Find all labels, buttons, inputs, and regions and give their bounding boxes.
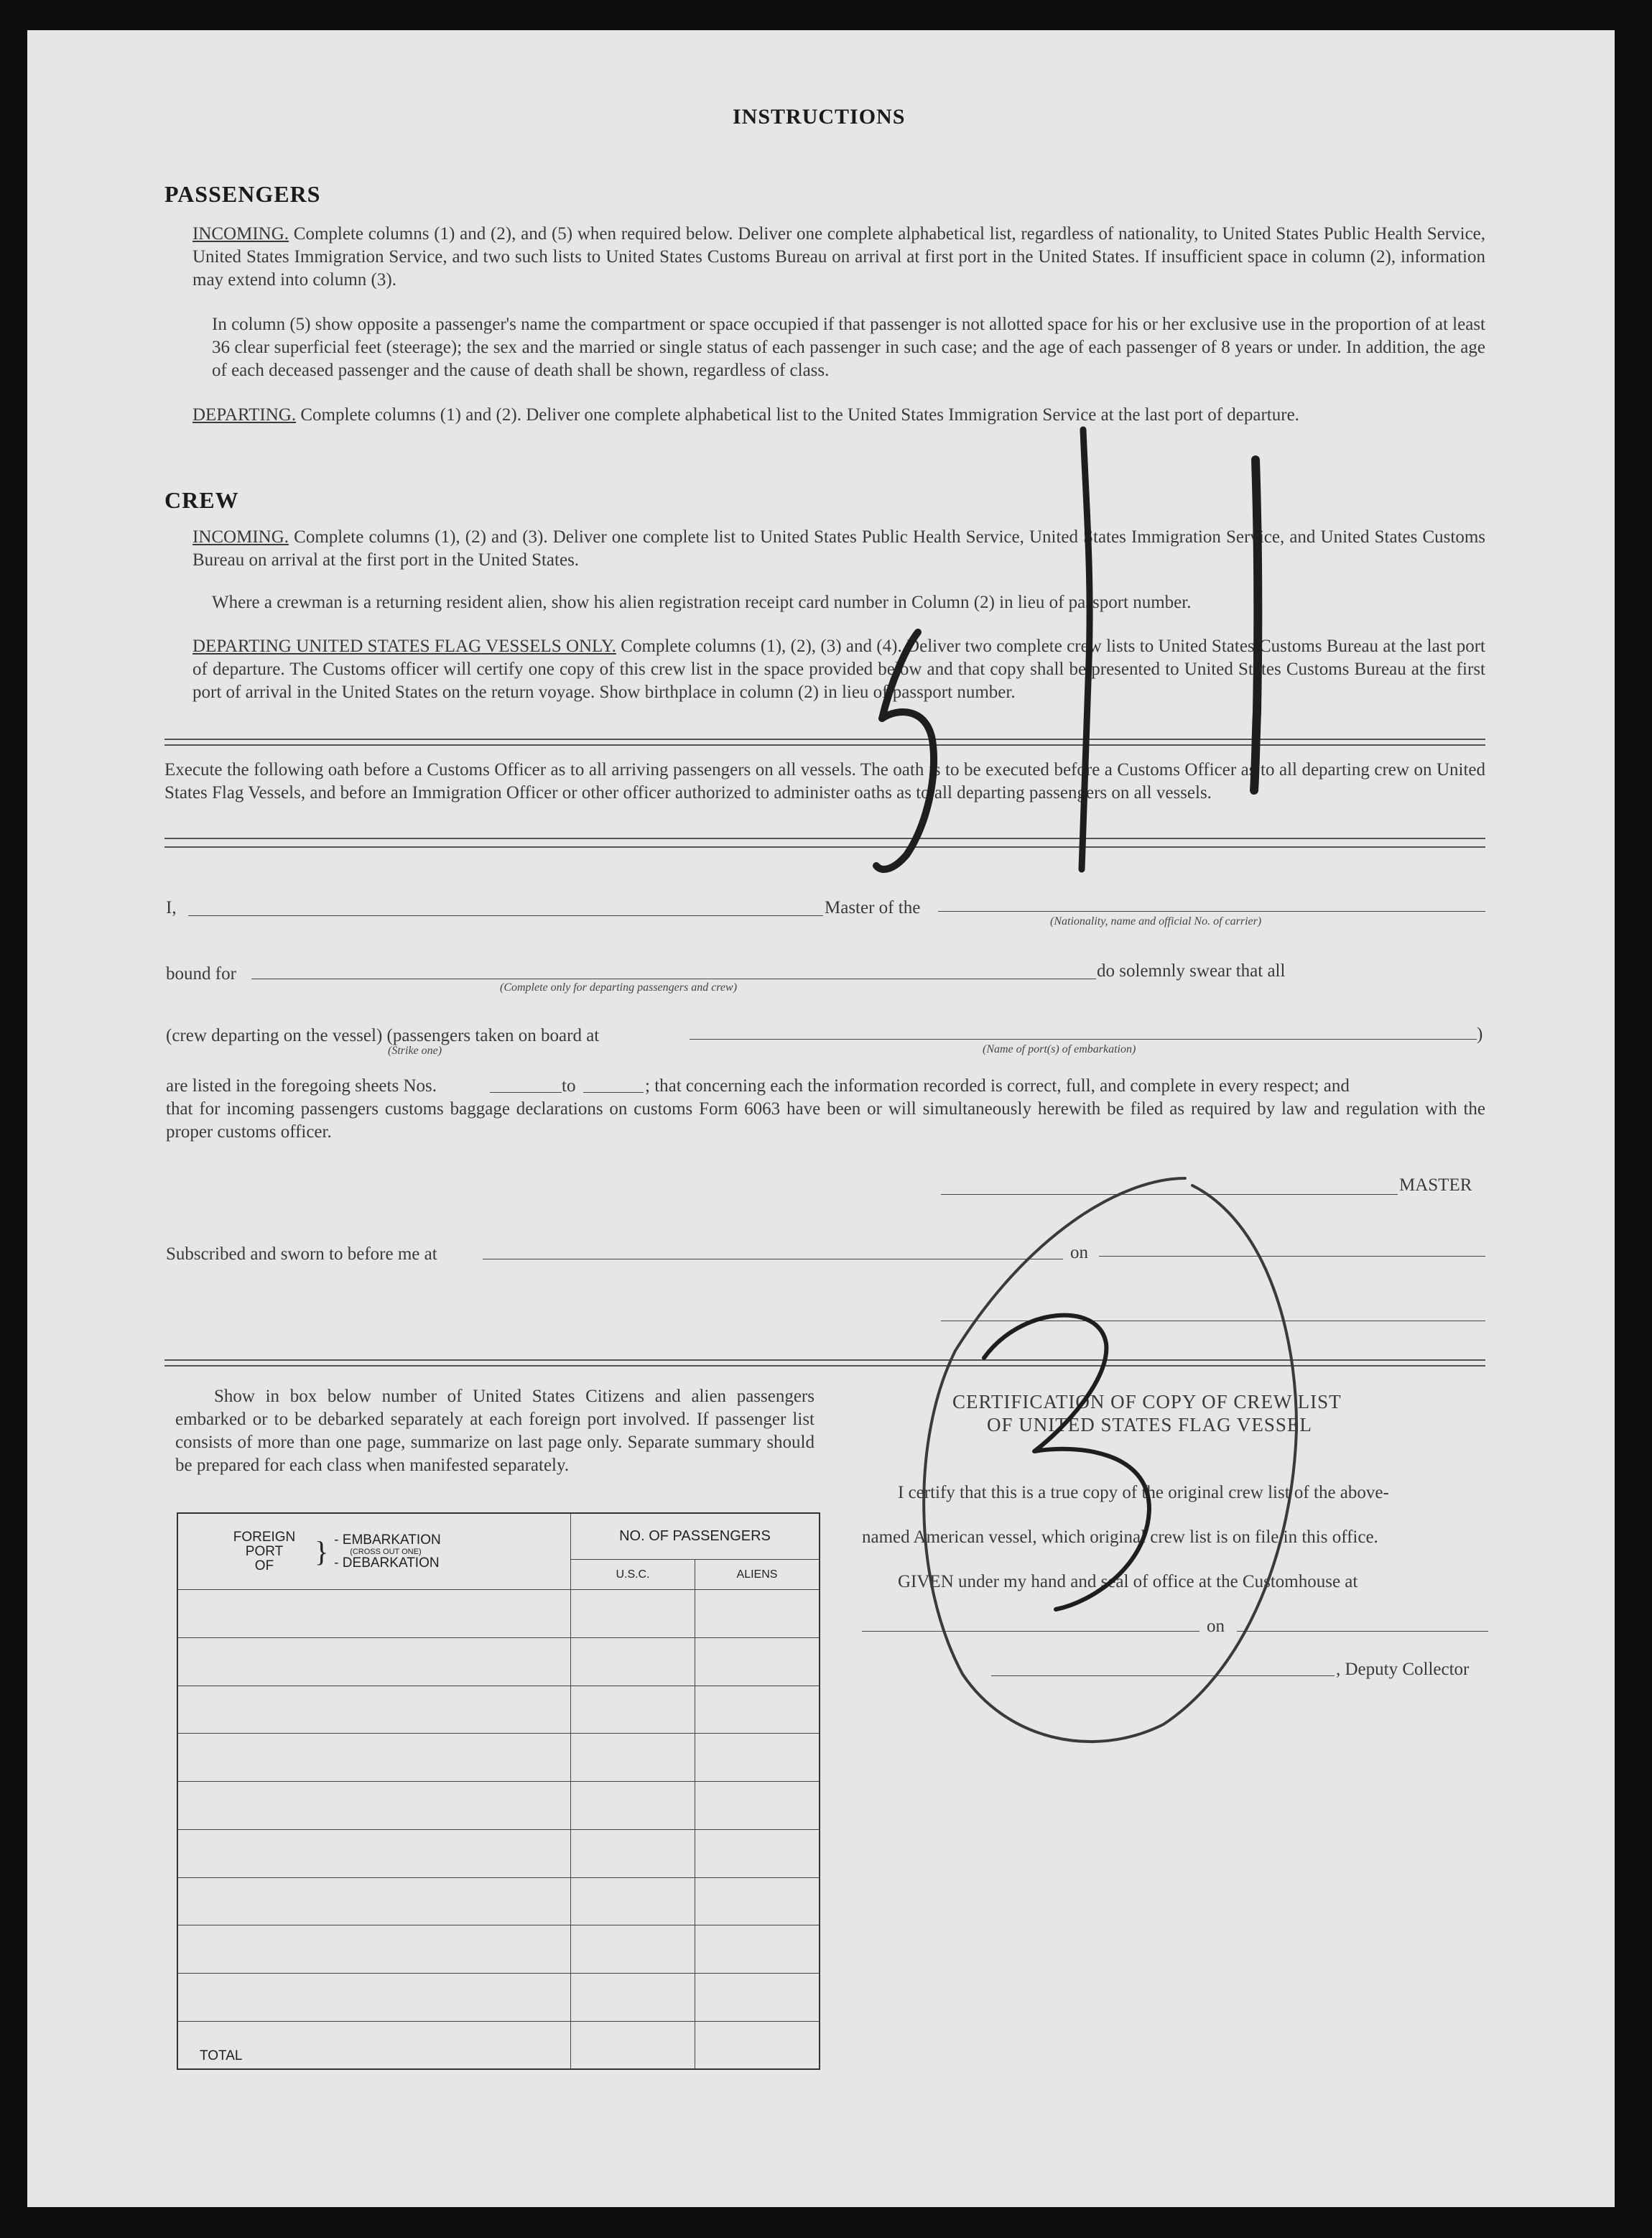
aliens-cell[interactable] [695,1686,820,1734]
usc-cell[interactable] [571,1877,695,1925]
carrier-line[interactable] [938,911,1485,912]
listed-text: ; that concerning each the information recorded is correct, full, and complete in every respect; and [645,1076,1350,1096]
port-cell[interactable] [177,1686,571,1734]
usc-cell[interactable] [571,1974,695,2022]
passengers-incoming-label: INCOMING. [192,224,289,244]
crew-departing-text: Complete columns (1), (2), (3) and (4). Deliver two complete crew lists to United States Customs Bureau at the last port of departure. The Customs officer will certify one copy of this crew list in the space provided below and that copy shall be presented to United States Customs Bureau at the first port of arrival in the United States on the return voyage. Show birthplace in column (2) in lieu of passport number. [192,637,1486,702]
passengers-incoming-text: Complete columns (1) and (2), and (5) when required below. Deliver one complete alphabetical list, regardless of nationality, to United States Public Health Service, United States Immigration Service, and two such lists to United States Customs Bureau on arrival at first port in the United States. If insufficient space in column (2), information may extend into column (3). [192,224,1486,290]
swear-text: do solemnly swear that all [1097,961,1286,981]
master-signature-line[interactable] [941,1194,1398,1195]
passenger-summary-table [177,1512,820,2070]
port-cell[interactable] [177,1877,571,1925]
crew-heading: CREW [164,487,239,513]
close-paren: ) [1477,1025,1483,1044]
oath-i: I, [166,898,177,917]
given-on-label: on [1207,1617,1225,1636]
usc-cell[interactable] [571,1637,695,1686]
certification-text-2: named American vessel, which original crew list is on file in this office. [862,1527,1378,1547]
aliens-cell[interactable] [695,1829,820,1877]
carrier-hint: (Nationality, name and official No. of carrier) [1050,915,1262,928]
sheets-label: are listed in the foregoing sheets Nos. [166,1076,437,1096]
usc-cell[interactable] [571,1829,695,1877]
bound-hint: (Complete only for departing passengers and crew) [500,981,738,994]
crew-incoming [192,526,1485,572]
crew-departing-label: DEPARTING UNITED STATES FLAG VESSELS ONLY. [192,637,616,656]
foreign-port-of [223,1530,306,1573]
customhouse-line[interactable] [862,1631,1199,1632]
port-cell[interactable] [177,1974,571,2022]
bound-for-label: bound for [166,964,236,984]
subscribed-label: Subscribed and sworn to before me at [166,1244,437,1264]
divider [164,744,1485,746]
passengers-departing [192,404,1485,427]
embark-options [334,1533,441,1571]
usc-cell[interactable] [571,1925,695,1974]
foreign-label: FOREIGN [233,1529,296,1545]
given-text: GIVEN under my hand and seal of office at the Customhouse at [898,1572,1358,1591]
page-title: INSTRUCTIONS [733,105,906,129]
passengers-departing-label: DEPARTING. [192,405,297,425]
aliens-cell[interactable] [695,1925,820,1974]
port-cell[interactable] [177,1734,571,1782]
certification-title-1: CERTIFICATION OF COPY OF CREW LIST [952,1391,1342,1412]
given-date-line[interactable] [1237,1631,1488,1632]
master-label: MASTER [1399,1175,1472,1195]
passengers-heading: PASSENGERS [164,181,321,207]
crew-departing [192,635,1485,704]
usc-header: U.S.C. [571,1560,695,1590]
sheet-to-line[interactable] [583,1092,644,1093]
total-label: TOTAL [177,2021,571,2069]
aliens-header: ALIENS [695,1560,820,1590]
aliens-cell[interactable] [695,1734,820,1782]
divider [164,1359,1485,1361]
port-cell[interactable] [177,1782,571,1830]
port-cell[interactable] [177,1829,571,1877]
divider [164,1365,1485,1367]
usc-total-cell[interactable] [571,2021,695,2069]
embarkation-port-line[interactable] [690,1039,1477,1040]
certification-title-2: OF UNITED STATES FLAG VESSEL [987,1414,1312,1435]
no-of-passengers-header: NO. OF PASSENGERS [571,1513,820,1560]
aliens-cell[interactable] [695,1637,820,1686]
aliens-cell[interactable] [695,1590,820,1638]
port-cell[interactable] [177,1637,571,1686]
sworn-date-line[interactable] [1099,1256,1485,1257]
oath-intro: Execute the following oath before a Customs Officer as to all arriving passengers on all vessels. The oath is to be executed before a Customs Officer as to all departing crew on United States Flag Vessels, and before an Immigration Officer or other officer authorized to administer oaths as to all departing passengers on all vessels. [164,760,1485,803]
aliens-cell[interactable] [695,1782,820,1830]
master-of-the-label: Master of the [825,898,921,917]
port-cell[interactable] [177,1590,571,1638]
port-header-cell [177,1513,571,1590]
aliens-cell[interactable] [695,1974,820,2022]
port-hint: (Name of port(s) of embarkation) [983,1043,1136,1055]
divider [164,838,1485,839]
usc-cell[interactable] [571,1686,695,1734]
crew-departing-option: (crew departing on the vessel) (passengers taken on board at [166,1026,600,1045]
crew-incoming-text: Complete columns (1), (2) and (3). Deliver one complete list to United States Public Health Service, United States Immigration Service, and United States Customs Bureau on arrival at the first port in the United States. [192,527,1486,570]
embarkation-option[interactable]: - EMBARKATION [334,1532,441,1548]
aliens-cell[interactable] [695,1877,820,1925]
crew-resident-text: Where a crewman is a returning resident alien, show his alien registration receipt card number in Column (2) in lieu of passport number. [212,593,1192,612]
cross-out-hint: (CROSS OUT ONE) [350,1547,422,1556]
sheet-from-line[interactable] [490,1092,562,1093]
crew-incoming-label: INCOMING. [192,527,289,547]
baggage-text: that for incoming passengers customs baggage declarations on customs Form 6063 have been or will simultaneously herewith be filed as required by law and regulation with the proper customs officer. [166,1099,1485,1142]
port-label: PORT [245,1543,284,1559]
master-name-line[interactable] [188,915,823,916]
sworn-on-label: on [1070,1243,1088,1262]
usc-cell[interactable] [571,1590,695,1638]
usc-cell[interactable] [571,1782,695,1830]
sheets-to-label: to [562,1076,576,1096]
divider [164,846,1485,848]
debarkation-option[interactable]: - DEBARKATION [334,1555,440,1571]
aliens-total-cell[interactable] [695,2021,820,2069]
deputy-collector-line[interactable] [991,1675,1335,1676]
passengers-departing-text: Complete columns (1) and (2). Deliver one complete alphabetical list to the United States Immigration Service at the last port of departure. [300,405,1299,425]
passengers-column5-text: In column (5) show opposite a passenger's name the compartment or space occupied if that passenger is not allotted space for his or her exclusive use in the proportion of at least 36 clear superficial feet (steerage); the sex and the married or single status of each passenger in such case; and the age of each passenger of 8 years or under. In addition, the age of each deceased passenger and the cause of death shall be shown, regardless of class. [212,315,1485,380]
usc-cell[interactable] [571,1734,695,1782]
certification-text-1: I certify that this is a true copy of the original crew list of the above- [898,1483,1389,1502]
of-label: OF [254,1558,274,1573]
port-cell[interactable] [177,1925,571,1974]
passengers-incoming [192,223,1485,292]
summary-note: Show in box below number of United States Citizens and alien passengers embarked or to be debarked separately at each foreign port involved. If passenger list consists of more than one page, summarize on last page only. Separate summary should be prepared for each class when manifested separately. [175,1387,815,1475]
divider [164,739,1485,740]
strike-one-hint: (Strike one) [388,1045,442,1057]
brace-icon: } [315,1535,329,1568]
deputy-collector-label: , Deputy Collector [1336,1660,1470,1679]
